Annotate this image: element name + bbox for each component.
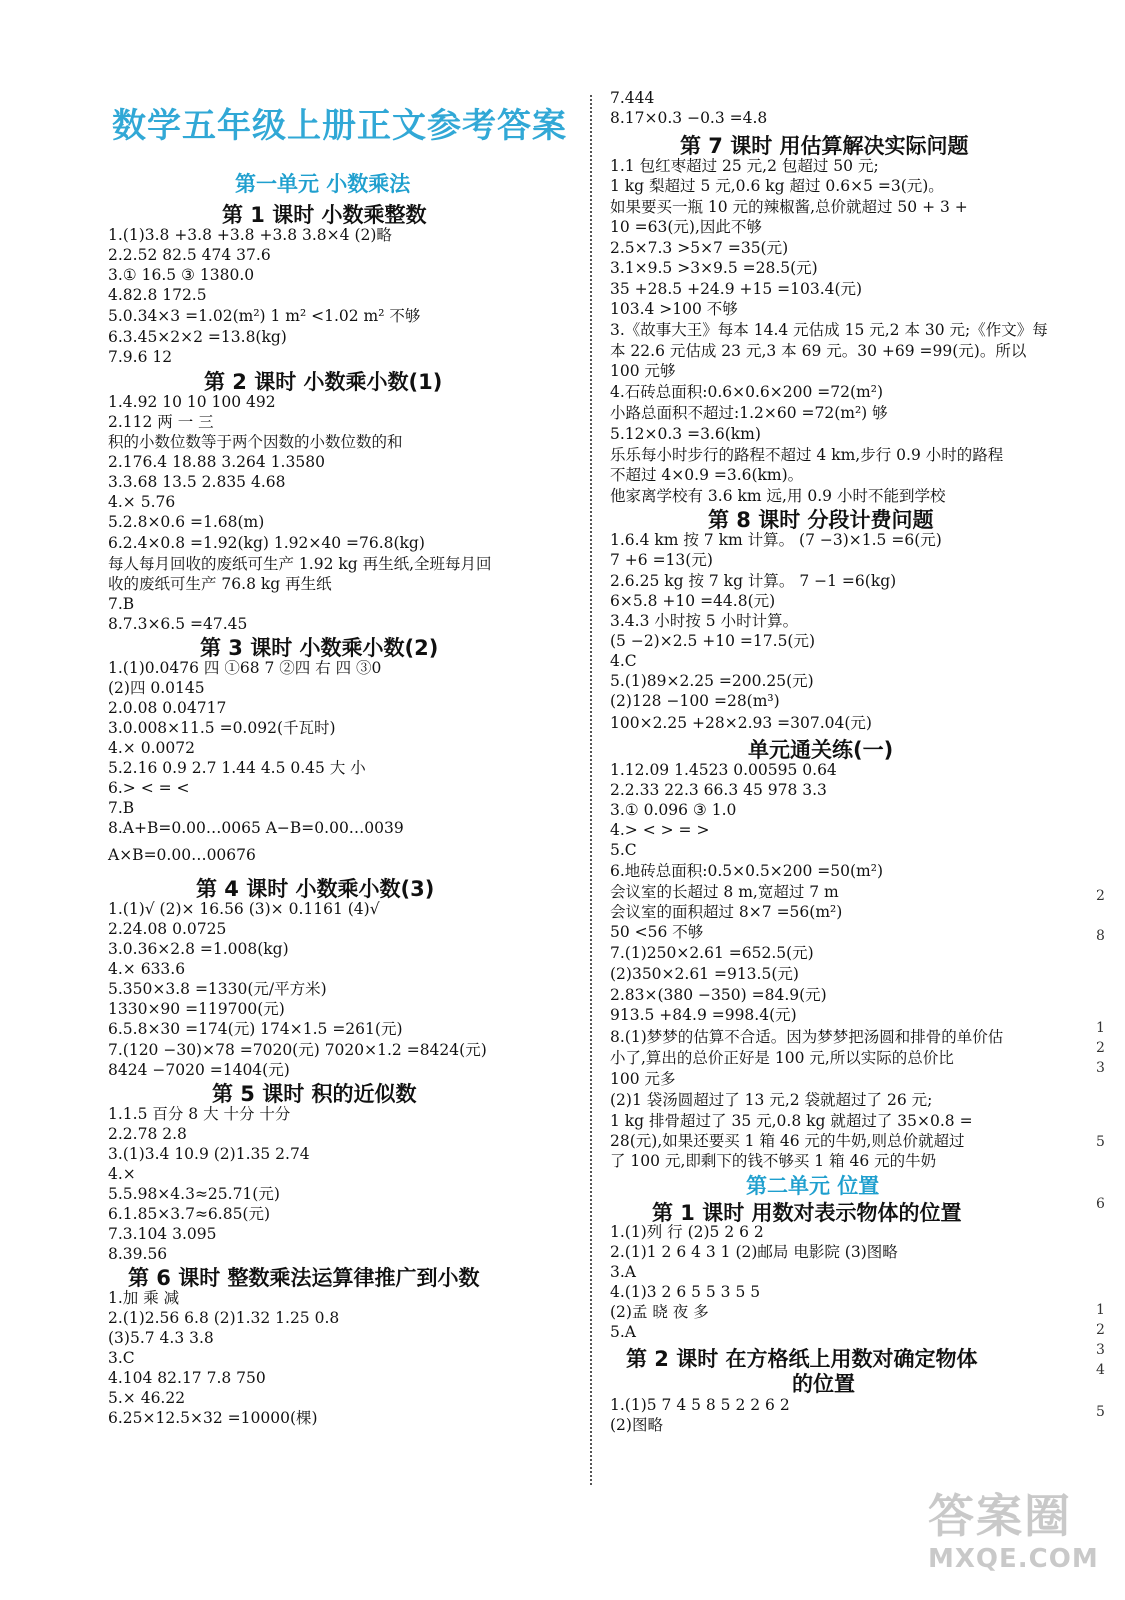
answer-line: 2.6.25 kg 按 7 kg 计算。 7 −1 =6(kg) — [610, 572, 897, 590]
answer-line: 28(元),如果还要买 1 箱 46 元的牛奶,则总价就超过 — [610, 1132, 965, 1150]
edge-mark: 2 — [1096, 1322, 1105, 1338]
lesson-heading-7: 第 7 课时 用估算解决实际问题 — [680, 134, 969, 158]
answer-line: 4.> < > = > — [610, 821, 710, 839]
lesson-heading-u2-1: 第 1 课时 用数对表示物体的位置 — [652, 1201, 962, 1225]
answer-line: 2.(1)1 2 6 4 3 1 (2)邮局 电影院 (3)图略 — [610, 1243, 898, 1261]
answer-line: 1.(1)0.0476 四 ①68 7 ②四 右 四 ③0 — [108, 659, 382, 677]
answer-line: 本 22.6 元估成 23 元,3 本 69 元。30 +69 =99(元)。所以 — [610, 342, 1027, 360]
watermark-url: MXQE.COM — [928, 1544, 1099, 1574]
edge-mark: 4 — [1096, 1362, 1105, 1378]
answer-line: 1.12.09 1.4523 0.00595 0.64 — [610, 761, 837, 779]
review-heading: 单元通关练(一) — [748, 738, 894, 762]
answer-line: 乐乐每小时步行的路程不超过 4 km,步行 0.9 小时的路程 — [610, 446, 1004, 464]
column-divider — [590, 95, 592, 1485]
answer-line: (3)5.7 4.3 3.8 — [108, 1329, 214, 1347]
answer-line: (2)四 0.0145 — [108, 679, 205, 697]
edge-mark: 3 — [1096, 1342, 1105, 1358]
answer-line: 6.25×12.5×32 =10000(棵) — [108, 1409, 318, 1427]
answer-line: 1.(1)5 7 4 5 8 5 2 2 6 2 — [610, 1396, 790, 1414]
answer-line: 6.3.45×2×2 =13.8(kg) — [108, 328, 287, 346]
lesson-heading-1: 第 1 课时 小数乘整数 — [222, 203, 427, 227]
answer-line: 103.4 >100 不够 — [610, 300, 738, 318]
edge-mark: 5 — [1096, 1404, 1105, 1420]
answer-line: 4.(1)3 2 6 5 5 3 5 5 — [610, 1283, 761, 1301]
answer-line: 7.(1)250×2.61 =652.5(元) — [610, 944, 814, 962]
answer-line: 1.1 包红枣超过 25 元,2 包超过 50 元; — [610, 157, 879, 175]
lesson-heading-3: 第 3 课时 小数乘小数(2) — [200, 636, 439, 660]
answer-line: A×B=0.00…00676 — [108, 846, 256, 864]
answer-line: (2)128 −100 =28(m³) — [610, 692, 780, 710]
answer-line: 2.112 两 一 三 — [108, 413, 214, 431]
unit-heading-1: 第一单元 小数乘法 — [235, 172, 411, 196]
answer-line: 7.444 — [610, 89, 655, 107]
answer-line: 913.5 +84.9 =998.4(元) — [610, 1006, 797, 1024]
answer-line: (2)350×2.61 =913.5(元) — [610, 965, 799, 983]
answer-line: 小了,算出的总价正好是 100 元,所以实际的总价比 — [610, 1049, 954, 1067]
answer-line: 4.× 0.0072 — [108, 739, 195, 757]
answer-line: (2)图略 — [610, 1416, 663, 1434]
edge-mark: 6 — [1096, 1196, 1105, 1212]
edge-mark: 2 — [1096, 888, 1105, 904]
lesson-heading-8: 第 8 课时 分段计费问题 — [708, 508, 934, 532]
lesson-heading-u2-2-cont: 的位置 — [792, 1372, 855, 1396]
answer-line: 7.9.6 12 — [108, 348, 173, 366]
answer-line: 2.5×7.3 >5×7 =35(元) — [610, 239, 789, 257]
answer-line: 3.① 0.096 ③ 1.0 — [610, 801, 737, 819]
edge-mark: 8 — [1096, 928, 1105, 944]
answer-line: 3.A — [610, 1263, 636, 1281]
answer-line: 10 =63(元),因此不够 — [610, 218, 762, 236]
unit-heading-2: 第二单元 位置 — [746, 1174, 880, 1198]
answer-line: 5.(1)89×2.25 =200.25(元) — [610, 672, 814, 690]
answer-line: 7.(120 −30)×78 =7020(元) 7020×1.2 =8424(元) — [108, 1041, 487, 1059]
answer-line: 4.C — [610, 652, 637, 670]
answer-line: 会议室的长超过 8 m,宽超过 7 m — [610, 883, 839, 901]
lesson-heading-6: 第 6 课时 整数乘法运算律推广到小数 — [128, 1266, 480, 1290]
answer-line: 收的废纸可生产 76.8 kg 再生纸 — [108, 575, 332, 593]
answer-line: 2.83×(380 −350) =84.9(元) — [610, 986, 827, 1004]
answer-line: 3.3.68 13.5 2.835 4.68 — [108, 473, 286, 491]
answer-line: 8.17×0.3 −0.3 =4.8 — [610, 109, 768, 127]
answer-line: 1.6.4 km 按 7 km 计算。 (7 −3)×1.5 =6(元) — [610, 531, 942, 549]
answer-line: 了 100 元,即剩下的钱不够买 1 箱 46 元的牛奶 — [610, 1152, 937, 1170]
answer-line: 5.2.16 0.9 2.7 1.44 4.5 0.45 大 小 — [108, 759, 366, 777]
answer-line: 8.A+B=0.00…0065 A−B=0.00…0039 — [108, 819, 404, 837]
answer-line: (5 −2)×2.5 +10 =17.5(元) — [610, 632, 816, 650]
answer-line: 5.2.8×0.6 =1.68(m) — [108, 513, 265, 531]
answer-line: 3.4.3 小时按 5 小时计算。 — [610, 612, 799, 630]
answer-line: 2.2.78 2.8 — [108, 1125, 187, 1143]
answer-line: 8.(1)梦梦的估算不合适。因为梦梦把汤圆和排骨的单价估 — [610, 1028, 1004, 1046]
edge-mark: 5 — [1096, 1134, 1105, 1150]
answer-line: 1330×90 =119700(元) — [108, 1000, 285, 1018]
answer-line: 6.2.4×0.8 =1.92(kg) 1.92×40 =76.8(kg) — [108, 534, 425, 552]
answer-line: 积的小数位数等于两个因数的小数位数的和 — [108, 433, 403, 451]
answer-line: 2.2.33 22.3 66.3 45 978 3.3 — [610, 781, 827, 799]
answer-line: 3.《故事大王》每本 14.4 元估成 15 元,2 本 30 元;《作文》每 — [610, 321, 1048, 339]
answer-line: 1.(1)√ (2)× 16.56 (3)× 0.1161 (4)√ — [108, 900, 380, 918]
answer-line: 6×5.8 +10 =44.8(元) — [610, 592, 776, 610]
edge-mark: 3 — [1096, 1060, 1105, 1076]
answer-line: 7 +6 =13(元) — [610, 551, 713, 569]
answer-line: 3.0.008×11.5 =0.092(千瓦时) — [108, 719, 336, 737]
answer-line: 4.× 5.76 — [108, 493, 176, 511]
answer-line: 6.地砖总面积:0.5×0.5×200 =50(m²) — [610, 862, 884, 880]
answer-line: 2.24.08 0.0725 — [108, 920, 227, 938]
answer-line: 4.× — [108, 1165, 136, 1183]
answer-line: 5.12×0.3 =3.6(km) — [610, 425, 761, 443]
answer-line: 会议室的面积超过 8×7 =56(m²) — [610, 903, 843, 921]
answer-line: 1.加 乘 减 — [108, 1289, 180, 1307]
answer-line: 3.1×9.5 >3×9.5 =28.5(元) — [610, 259, 818, 277]
answer-line: 100 元够 — [610, 362, 676, 380]
answer-line: 4.× 633.6 — [108, 960, 186, 978]
answer-line: 3.0.36×2.8 =1.008(kg) — [108, 940, 289, 958]
answer-line: 不超过 4×0.9 =3.6(km)。 — [610, 466, 804, 484]
watermark-text: 答案圈 — [928, 1489, 1072, 1543]
answer-line: 6.5.8×30 =174(元) 174×1.5 =261(元) — [108, 1020, 403, 1038]
lesson-heading-4: 第 4 课时 小数乘小数(3) — [196, 877, 435, 901]
answer-line: 50 <56 不够 — [610, 923, 704, 941]
watermark-logo — [928, 1488, 1108, 1593]
answer-line: 1 kg 梨超过 5 元,0.6 kg 超过 0.6×5 =3(元)。 — [610, 177, 944, 195]
answer-line: 1.4.92 10 10 100 492 — [108, 393, 276, 411]
edge-mark: 2 — [1096, 1040, 1105, 1056]
answer-line: 2.(1)2.56 6.8 (2)1.32 1.25 0.8 — [108, 1309, 340, 1327]
answer-line: 6.1.85×3.7≈6.85(元) — [108, 1205, 271, 1223]
answer-line: 1.(1)3.8 +3.8 +3.8 +3.8 3.8×4 (2)略 — [108, 226, 392, 244]
answer-line: (2)孟 晓 夜 多 — [610, 1303, 709, 1321]
answer-line: 5.5.98×4.3≈25.71(元) — [108, 1185, 280, 1203]
answer-line: 8424 −7020 =1404(元) — [108, 1061, 290, 1079]
answer-line: 如果要买一瓶 10 元的辣椒酱,总价就超过 50 + 3 + — [610, 198, 968, 216]
answer-line: 8.7.3×6.5 =47.45 — [108, 615, 248, 633]
answer-line: 4.石砖总面积:0.6×0.6×200 =72(m²) — [610, 383, 884, 401]
answer-line: 7.3.104 3.095 — [108, 1225, 217, 1243]
answer-line: 100×2.25 +28×2.93 =307.04(元) — [610, 714, 872, 732]
page-title: 数学五年级上册正文参考答案 — [112, 106, 567, 146]
answer-line: 1.(1)列 行 (2)5 2 6 2 — [610, 1223, 764, 1241]
edge-mark: 1 — [1096, 1020, 1105, 1036]
answer-line: 3.C — [108, 1349, 135, 1367]
answer-line: 5.× 46.22 — [108, 1389, 186, 1407]
answer-line: 5.C — [610, 841, 637, 859]
lesson-heading-u2-2: 第 2 课时 在方格纸上用数对确定物体 — [626, 1347, 978, 1371]
answer-line: 7.B — [108, 595, 135, 613]
answer-line: 100 元多 — [610, 1070, 676, 1088]
answer-line: 2.2.52 82.5 474 37.6 — [108, 246, 271, 264]
answer-line: 4.104 82.17 7.8 750 — [108, 1369, 266, 1387]
answer-line: 3.(1)3.4 10.9 (2)1.35 2.74 — [108, 1145, 310, 1163]
answer-line: 6.> < = < — [108, 779, 190, 797]
answer-line: 他家离学校有 3.6 km 远,用 0.9 小时不能到学校 — [610, 487, 946, 505]
answer-line: 4.82.8 172.5 — [108, 286, 207, 304]
answer-line: 5.0.34×3 =1.02(m²) 1 m² <1.02 m² 不够 — [108, 307, 421, 325]
answer-line: 7.B — [108, 799, 135, 817]
lesson-heading-2: 第 2 课时 小数乘小数(1) — [204, 370, 443, 394]
lesson-heading-5: 第 5 课时 积的近似数 — [212, 1082, 417, 1106]
answer-line: 2.0.08 0.04717 — [108, 699, 227, 717]
answer-line: 35 +28.5 +24.9 +15 =103.4(元) — [610, 280, 863, 298]
answer-line: 1 kg 排骨超过了 35 元,0.8 kg 就超过了 35×0.8 = — [610, 1112, 973, 1130]
answer-line: 3.① 16.5 ③ 1380.0 — [108, 266, 255, 284]
answer-line: 2.176.4 18.88 3.264 1.3580 — [108, 453, 325, 471]
answer-line: (2)1 袋汤圆超过了 13 元,2 袋就超过了 26 元; — [610, 1091, 933, 1109]
answer-line: 8.39.56 — [108, 1245, 168, 1263]
answer-line: 每人每月回收的废纸可生产 1.92 kg 再生纸,全班每月回 — [108, 555, 492, 573]
edge-mark: 1 — [1096, 1302, 1105, 1318]
answer-line: 5.350×3.8 =1330(元/平方米) — [108, 980, 327, 998]
answer-line: 1.1.5 百分 8 大 十分 十分 — [108, 1105, 291, 1123]
answer-line: 小路总面积不超过:1.2×60 =72(m²) 够 — [610, 404, 888, 422]
answer-line: 5.A — [610, 1323, 636, 1341]
